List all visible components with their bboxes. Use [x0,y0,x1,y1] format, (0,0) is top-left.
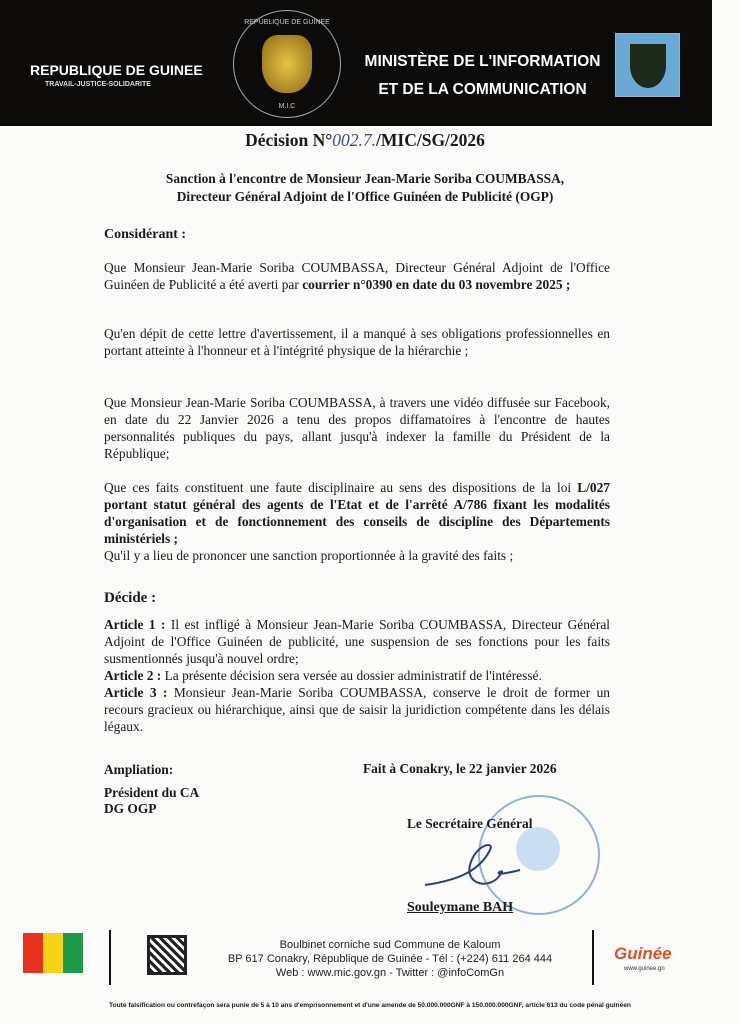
article-text: Il est infligé à Monsieur Jean-Marie Soriba COUMBASSA, Directeur Général Adjoint de l'Office Guinéen de publicité, une suspension de ses fonctions pour les faits susmentionnés jusqu'à nouvel ordre; [104,617,610,666]
subject-line: Directeur Général Adjoint de l'Office Guinéen de Publicité (OGP) [176,189,554,204]
ministry-line1: MINISTÈRE DE L'INFORMATION [364,53,601,70]
article-2 [104,667,610,684]
guinea-flag-icon [23,933,83,973]
paragraph: Que Monsieur Jean-Marie Soriba COUMBASSA, à travers une vidéo diffusée sur Facebook, en date du 22 Janvier 2026 a tenu des propos diffamatoires à l'encontre de hautes personnalités publiques du pays, allant jusqu'à indexer la famille du Président de la République; [104,395,610,461]
paragraph [104,259,610,293]
address-line: Web : www.mic.gov.gn - Twitter : @infoComGn [275,967,505,979]
article-label: Article 2 : [104,668,162,683]
republic-name: REPUBLIQUE DE GUINEE [30,62,203,78]
signatory-title: Le Secrétaire Général [407,816,533,831]
articles [104,616,610,735]
title-suffix: /MIC/SG/2026 [376,130,485,150]
letterhead [0,0,712,126]
subject-line: Sanction à l'encontre de Monsieur Jean-Marie Soriba COUMBASSA, [165,171,565,186]
bold-text: courrier n°0390 en date du 03 novembre 2025 ; [302,277,571,292]
decide-heading: Décide : [104,590,157,606]
ampliation-label: Ampliation: [104,762,174,777]
subject [0,170,730,206]
decision-title [0,130,730,151]
signature [420,840,530,900]
coat-of-arms-icon [262,35,312,93]
paragraph: Qu'en dépit de cette lettre d'avertissement, il a manqué à ses obligations professionnelles en portant atteinte à l'honneur et à l'intégrité physique de la hiérarchie ; [104,326,610,358]
ministry-line2: ET DE LA COMMUNICATION [378,81,587,98]
considerant-heading: Considérant : [104,227,187,242]
place-date: Fait à Conakry, le 22 janvier 2026 [363,761,557,776]
brand-url: www.guinee.gn [624,966,665,972]
article-text: La présente décision sera versée au dossier administratif de l'intéressé. [161,668,542,683]
guinee-brand-logo: Guinée [614,944,672,963]
falsification-disclaimer: Toute falsification ou contrefaçon sera punie de 5 à 10 ans d'emprisonnement et d'une amende de 50.000.000GNF à 150.000.000GNF, article 613 du code pénal guinéen [109,1002,631,1009]
signatory-name: Souleymane BAH [407,900,514,915]
paragraph: Qu'il y a lieu de prononcer une sanction proportionnée à la gravité des faits ; [104,548,514,563]
national-motto: TRAVAIL-JUSTICE-SOLIDARITE [45,81,151,88]
text: Que Monsieur Jean-Marie Soriba COUMBASSA, Directeur Général Adjoint de l'Office Guinéen de Publicité a été averti par [104,260,610,292]
paragraph [104,479,610,547]
text: Que ces faits constituent une faute disciplinaire au sens des dispositions de la loi [104,480,578,495]
emblem-icon [615,33,680,97]
ampliation-item: DG OGP [104,801,157,816]
article-label: Article 1 : [104,617,166,632]
title-prefix: Décision N° [245,130,333,150]
ministry-name [355,48,610,104]
divider [592,930,594,985]
divider [109,930,111,985]
address-line: Boulbinet corniche sud Commune de Kaloum [279,939,501,951]
article-1 [104,616,610,667]
footer-address [190,938,590,980]
bold-text: L/027 portant statut général des agents de l'Etat et de l'arrêté A/786 fixant les modalités d'organisation et de fonctionnement des conseils de discipline des Départements ministériels ; [104,480,610,546]
article-label: Article 3 : [104,685,168,700]
seal-bottom-text: M.I.C [278,103,296,110]
ampliation-item: Président du CA [104,785,200,800]
article-3 [104,684,610,735]
seal-top-text: REPUBLIQUE DE GUINEE [244,19,330,26]
article-text: Monsieur Jean-Marie Soriba COUMBASSA, conserve le droit de former un recours gracieux ou hiérarchique, ainsi que de saisir la juridiction compétente dans les délais légaux. [104,685,610,734]
address-line: BP 617 Conakry, République de Guinée - Tél : (+224) 611 264 444 [227,953,553,965]
ministry-seal [233,10,341,118]
handwritten-number: 002.7. [332,130,377,150]
qr-code-icon [147,935,187,975]
